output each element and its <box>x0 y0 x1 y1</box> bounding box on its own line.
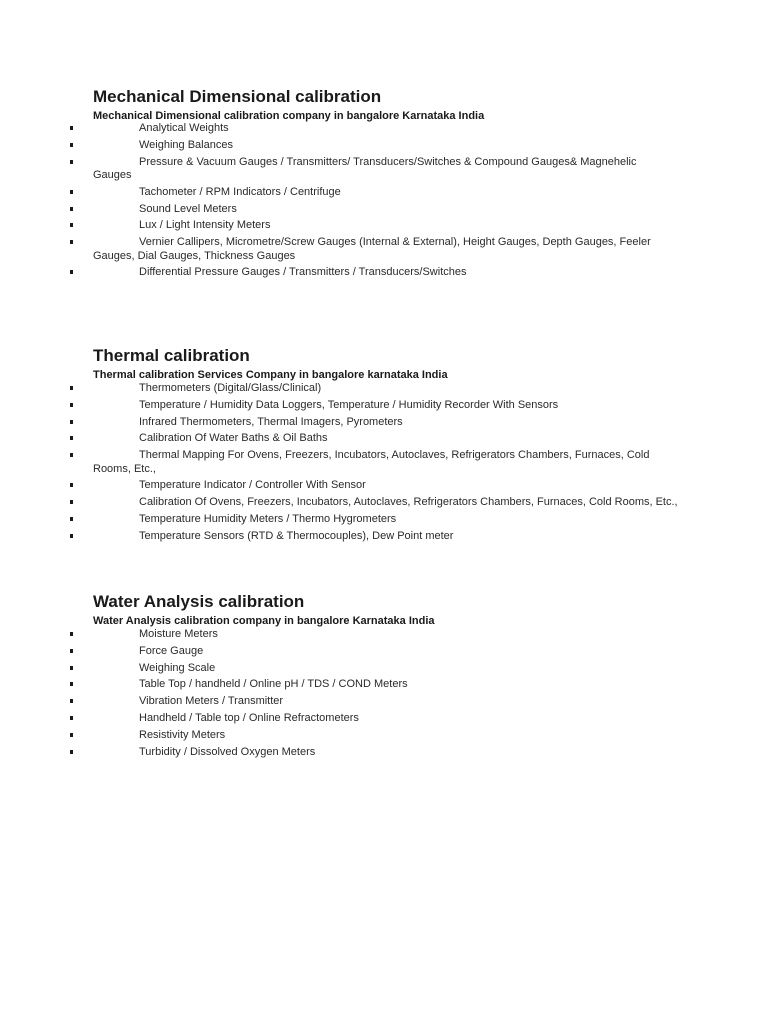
list-item-text: Vibration Meters / Transmitter <box>139 695 284 708</box>
section-title: Thermal calibration <box>93 346 250 365</box>
item-list <box>0 382 768 547</box>
list-item <box>0 645 768 658</box>
bullet-icon <box>70 207 73 211</box>
list-item-text: Infrared Thermometers, Thermal Imagers, Pyrometers <box>139 415 403 428</box>
bullet-icon <box>70 483 73 487</box>
item-list <box>0 122 768 283</box>
list-item <box>0 186 768 199</box>
list-item <box>0 382 768 395</box>
list-item <box>0 399 768 412</box>
item-list <box>0 628 768 762</box>
list-item <box>0 219 768 232</box>
list-item-text: Temperature Humidity Meters / Thermo Hygrometers <box>139 512 397 525</box>
list-item <box>0 479 768 492</box>
bullet-icon <box>70 160 73 164</box>
bullet-icon <box>70 240 73 244</box>
list-item-text: Table Top / handheld / Online pH / TDS / COND Meters <box>139 678 408 691</box>
bullet-icon <box>70 517 73 521</box>
bullet-icon <box>70 682 73 686</box>
list-item-text: Handheld / Table top / Online Refractometers <box>139 711 359 724</box>
section-title: Water Analysis calibration <box>93 592 305 611</box>
bullet-icon <box>70 270 73 274</box>
section-title: Mechanical Dimensional calibration <box>93 87 382 106</box>
list-item-text: Temperature Sensors (RTD & Thermocouples), Dew Point meter <box>139 529 454 542</box>
section-subtitle: Water Analysis calibration company in bangalore Karnataka India <box>93 615 435 627</box>
bullet-icon <box>70 403 73 407</box>
list-item <box>0 662 768 675</box>
bullet-icon <box>70 500 73 504</box>
bullet-icon <box>70 666 73 670</box>
list-item-text: Resistivity Meters <box>139 728 226 741</box>
list-item-text: Weighing Balances <box>139 138 233 151</box>
bullet-icon <box>70 649 73 653</box>
list-item <box>0 628 768 641</box>
bullet-icon <box>70 750 73 754</box>
list-item-text: Thermal Mapping For Ovens, Freezers, Incubators, Autoclaves, Refrigerators Chambers, Furnaces, Cold Rooms, Etc., <box>93 449 650 475</box>
list-item <box>0 678 768 691</box>
list-item-text: Lux / Light Intensity Meters <box>139 219 271 232</box>
list-item <box>0 530 768 543</box>
list-item-text: Thermometers (Digital/Glass/Clinical) <box>139 382 322 394</box>
list-item-text: Vernier Callipers, Micrometre/Screw Gauges (Internal & External), Height Gauges, Depth Gauges, Feeler Gauges, Dial Gauges, Thickness Gauges <box>93 236 651 262</box>
list-item-text: Pressure & Vacuum Gauges / Transmitters/ Transducers/Switches & Compound Gauges& Magnehelic Gauges <box>93 155 637 181</box>
list-item-text: Temperature Indicator / Controller With Sensor <box>139 479 366 492</box>
bullet-icon <box>70 386 73 390</box>
list-item-text: Calibration Of Ovens, Freezers, Incubators, Autoclaves, Refrigerators Chambers, Furnaces, Cold Rooms, Etc., <box>139 496 678 509</box>
list-item-text: Moisture Meters <box>139 628 218 640</box>
section-subtitle: Mechanical Dimensional calibration company in bangalore Karnataka India <box>93 110 485 122</box>
list-item <box>0 695 768 708</box>
bullet-icon <box>70 733 73 737</box>
list-item <box>0 236 768 263</box>
bullet-icon <box>70 420 73 424</box>
bullet-icon <box>70 436 73 440</box>
bullet-icon <box>70 126 73 130</box>
list-item <box>0 746 768 759</box>
list-item-text: Analytical Weights <box>139 122 229 134</box>
bullet-icon <box>70 699 73 703</box>
bullet-icon <box>70 143 73 147</box>
list-item-text: Temperature / Humidity Data Loggers, Temperature / Humidity Recorder With Sensors <box>139 398 559 411</box>
list-item-text: Force Gauge <box>139 644 204 657</box>
list-item <box>0 203 768 216</box>
list-item <box>0 266 768 279</box>
list-item <box>0 496 768 509</box>
list-item-text: Tachometer / RPM Indicators / Centrifuge <box>139 185 341 198</box>
list-item-text: Calibration Of Water Baths & Oil Baths <box>139 432 328 445</box>
bullet-icon <box>70 716 73 720</box>
bullet-icon <box>70 190 73 194</box>
list-item <box>0 122 768 135</box>
list-item <box>0 139 768 152</box>
list-item-text: Differential Pressure Gauges / Transmitters / Transducers/Switches <box>139 266 467 279</box>
list-item <box>0 449 768 476</box>
bullet-icon <box>70 534 73 538</box>
list-item <box>0 156 768 183</box>
bullet-icon <box>70 453 73 457</box>
section-subtitle: Thermal calibration Services Company in bangalore karnataka India <box>93 369 448 381</box>
list-item <box>0 712 768 725</box>
bullet-icon <box>70 632 73 636</box>
bullet-icon <box>70 223 73 227</box>
list-item <box>0 416 768 429</box>
list-item-text: Sound Level Meters <box>139 202 237 215</box>
list-item-text: Turbidity / Dissolved Oxygen Meters <box>139 745 316 758</box>
list-item <box>0 513 768 526</box>
list-item <box>0 432 768 445</box>
list-item <box>0 729 768 742</box>
list-item-text: Weighing Scale <box>139 661 216 674</box>
